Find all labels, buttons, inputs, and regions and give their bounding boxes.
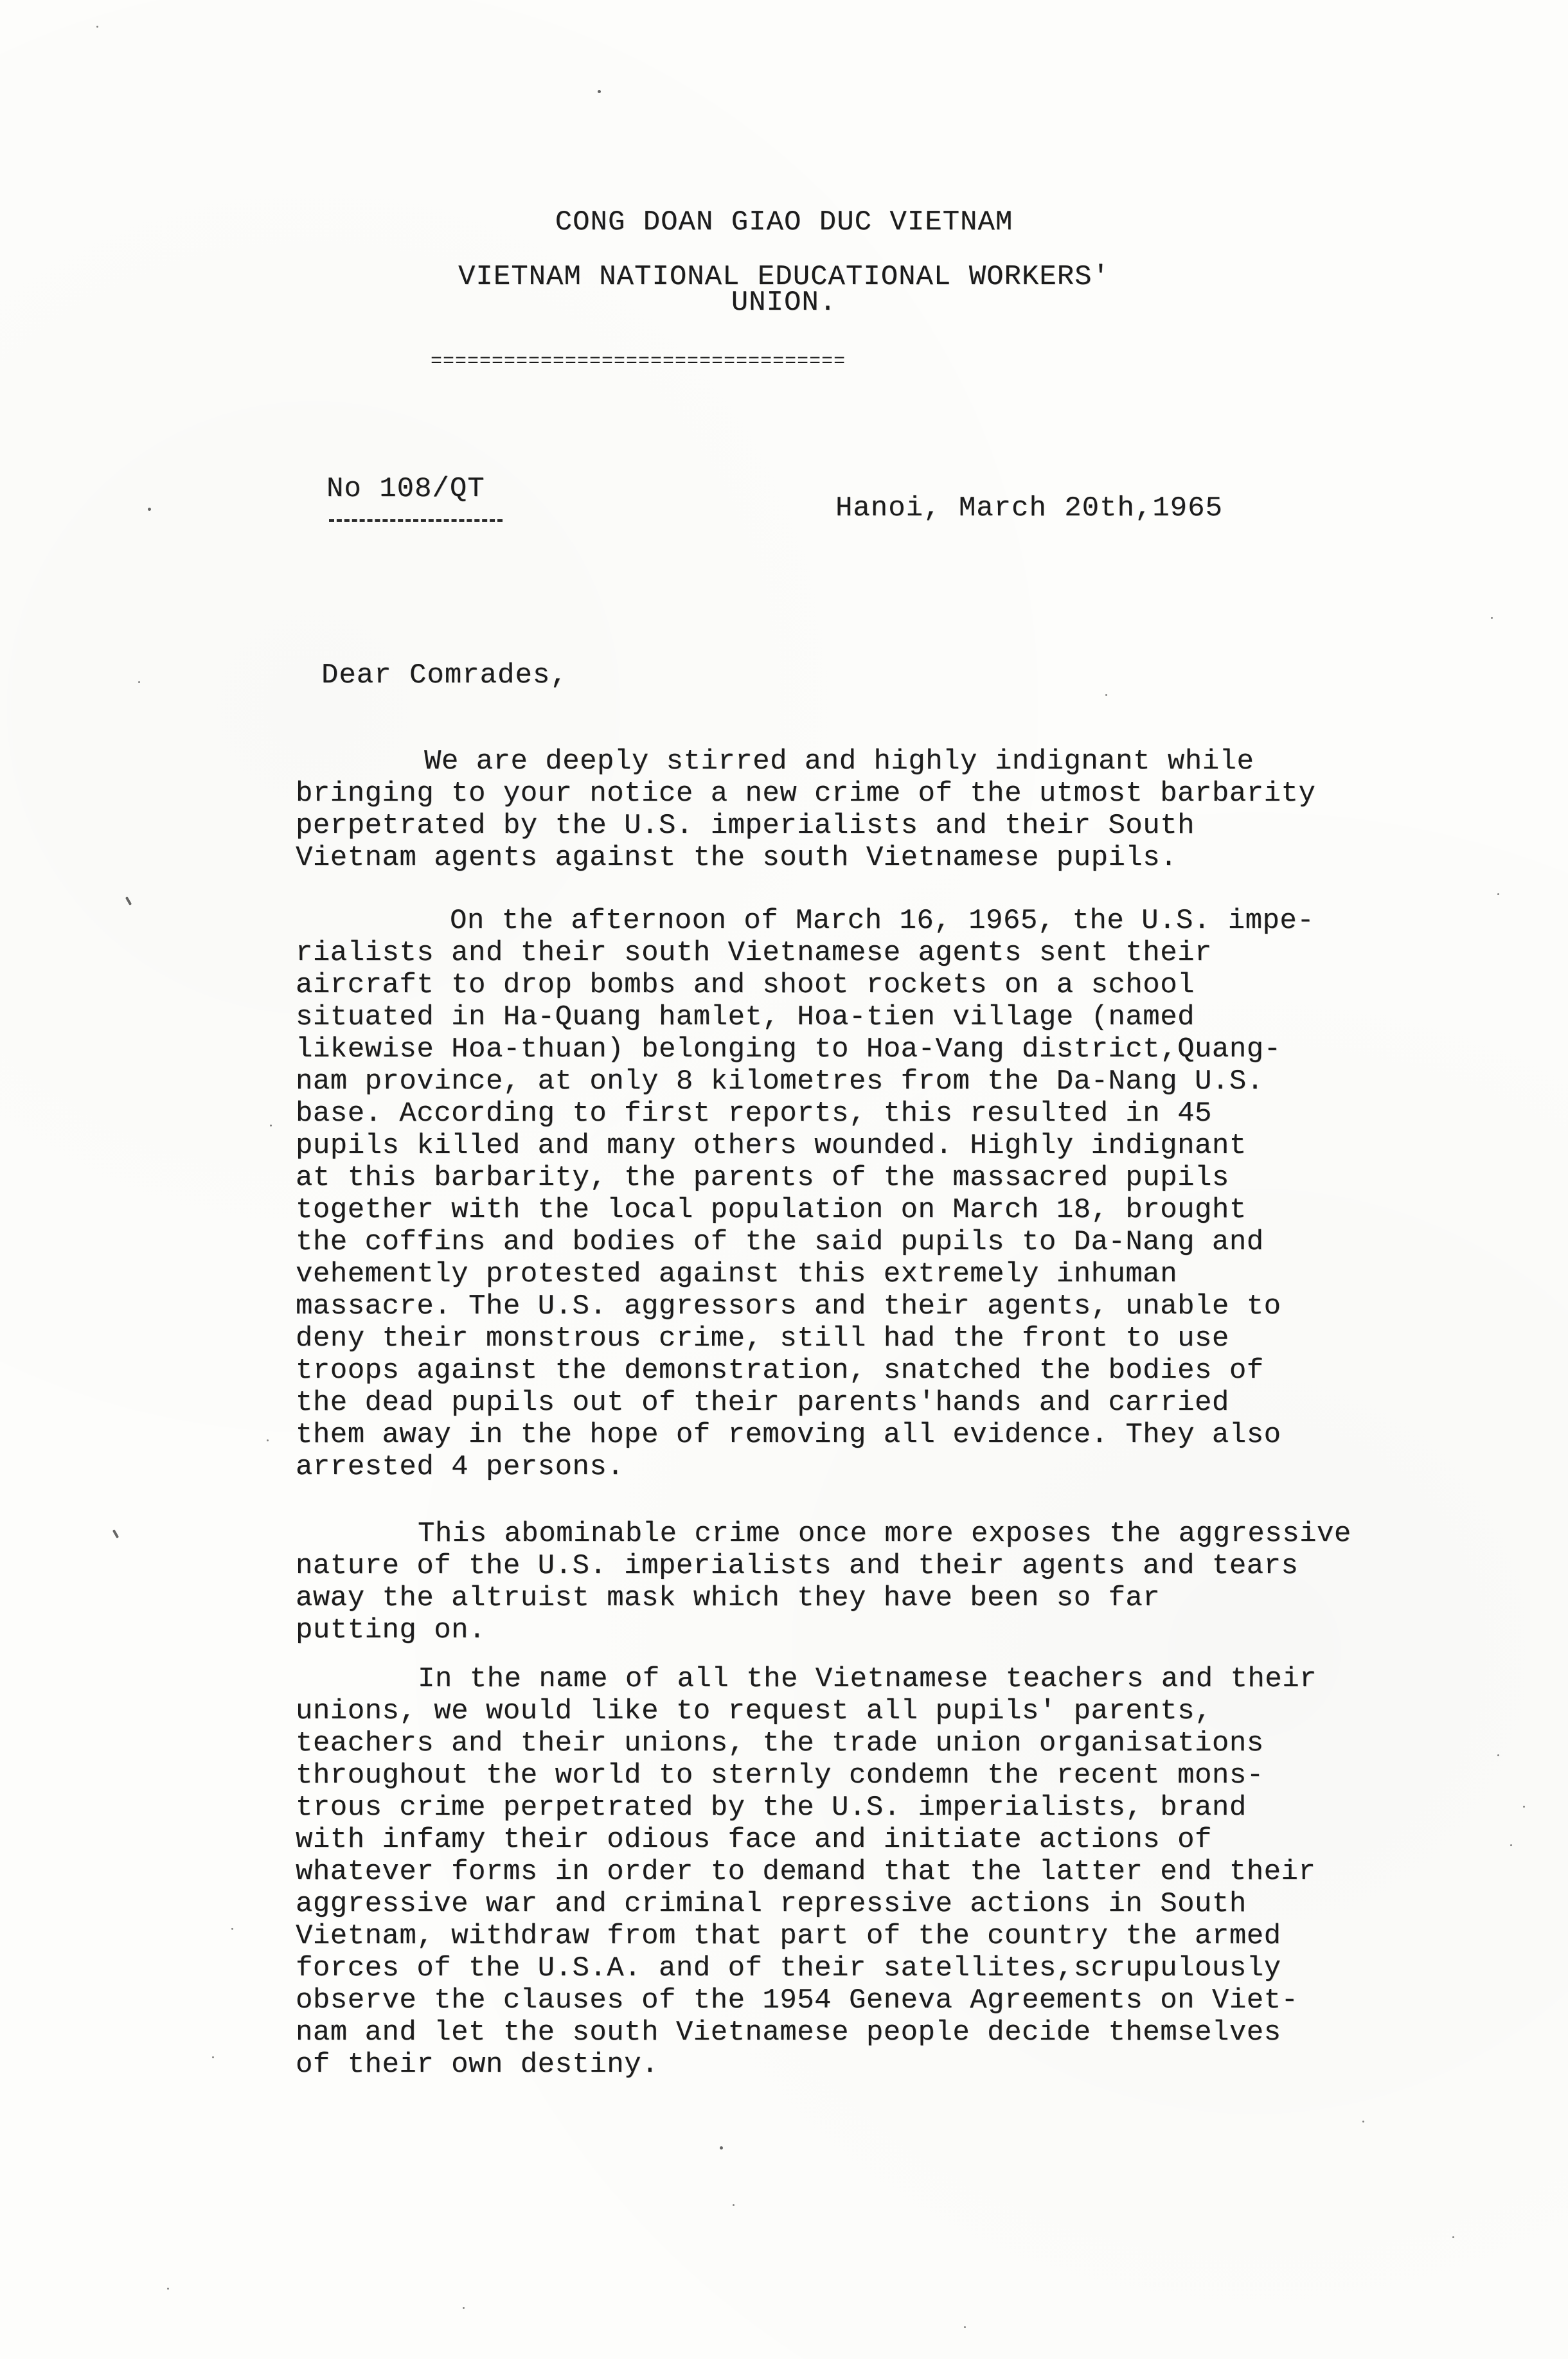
body-paragraph	[296, 745, 1491, 874]
body-paragraph	[296, 1518, 1491, 1646]
scan-speck	[167, 2288, 169, 2290]
paragraph-line: likewise Hoa-thuan) belonging to Hoa-Vang district,Quang-	[296, 1033, 1281, 1065]
org-name-english-continued: UNION.	[731, 287, 837, 319]
scan-speck	[112, 1529, 119, 1538]
paragraph-line: the coffins and bodies of the said pupils to Da-Nang and	[296, 1226, 1264, 1258]
scan-speck	[964, 2326, 966, 2328]
body-paragraph	[296, 1663, 1491, 2081]
scan-speck	[148, 508, 151, 511]
paragraph-line: them away in the hope of removing all evidence. They also	[296, 1419, 1281, 1451]
paragraph-line: nam province, at only 8 kilometres from the Da-Nang U.S.	[296, 1065, 1264, 1098]
scan-speck	[96, 26, 98, 28]
reference-number: No 108/QT	[326, 473, 485, 505]
scan-speck	[1497, 893, 1499, 895]
paragraph-line: away the altruist mask which they have been so far	[296, 1582, 1161, 1614]
paragraph-line: nature of the U.S. imperialists and their agents and tears	[296, 1550, 1299, 1582]
scan-speck	[231, 1928, 233, 1930]
paragraph-line: troops against the demonstration, snatched the bodies of	[296, 1355, 1264, 1387]
org-name-vietnamese: CONG DOAN GIAO DUC VIETNAM	[555, 206, 1013, 238]
body-paragraph	[296, 905, 1491, 1483]
scan-speck	[1497, 1754, 1499, 1756]
scan-speck	[267, 1439, 269, 1441]
scan-speck	[1510, 1844, 1512, 1846]
paragraph-line: throughout the world to sternly condemn the recent mons-	[296, 1759, 1264, 1792]
paragraph-line: together with the local population on March 18, brought	[296, 1194, 1247, 1226]
scan-speck	[125, 896, 132, 905]
place-and-date: Hanoi, March 20th,1965	[835, 492, 1223, 524]
paragraph-line: the dead pupils out of their parents'hands and carried	[296, 1387, 1229, 1419]
letterhead-divider: ==================================	[431, 352, 846, 371]
paragraph-line: massacre. The U.S. aggressors and their agents, unable to	[296, 1290, 1281, 1322]
paragraph-line: base. According to first reports, this resulted in 45	[296, 1098, 1212, 1130]
paragraph-line: This abominable crime once more exposes the aggressive	[418, 1518, 1351, 1550]
org-name-english: VIETNAM NATIONAL EDUCATIONAL WORKERS'	[458, 261, 1110, 293]
scan-speck	[270, 1125, 272, 1126]
salutation: Dear Comrades,	[321, 659, 568, 691]
scan-speck	[1105, 694, 1107, 696]
paragraph-line: deny their monstrous crime, still had the front to use	[296, 1322, 1229, 1355]
scan-speck	[1452, 2236, 1454, 2238]
scan-speck	[733, 2204, 735, 2206]
scan-speck	[212, 2056, 214, 2058]
scan-speck	[1362, 2121, 1364, 2123]
paragraph-line: We are deeply stirred and highly indignant while	[424, 745, 1254, 778]
paragraph-line: In the name of all the Vietnamese teachers and their	[418, 1663, 1317, 1695]
reference-underline	[329, 519, 503, 522]
paragraph-line: teachers and their unions, the trade union organisations	[296, 1727, 1264, 1759]
scan-speck	[463, 2307, 465, 2309]
paragraph-line: aircraft to drop bombs and shoot rockets on a school	[296, 969, 1195, 1001]
paragraph-line: whatever forms in order to demand that the latter end their	[296, 1856, 1316, 1888]
paragraph-line: aggressive war and criminal repressive actions in South	[296, 1888, 1247, 1920]
paragraph-line: with infamy their odious face and initiate actions of	[296, 1824, 1212, 1856]
paragraph-line: pupils killed and many others wounded. Highly indignant	[296, 1130, 1247, 1162]
paragraph-line: at this barbarity, the parents of the massacred pupils	[296, 1162, 1229, 1194]
paragraph-line: arrested 4 persons.	[296, 1451, 625, 1483]
paragraph-line: nam and let the south Vietnamese people decide themselves	[296, 2016, 1281, 2049]
paragraph-line: observe the clauses of the 1954 Geneva Agreements on Viet-	[296, 1984, 1299, 2016]
paragraph-line: vehemently protested against this extremely inhuman	[296, 1258, 1178, 1290]
scan-speck	[720, 2146, 723, 2150]
paragraph-line: situated in Ha-Quang hamlet, Hoa-tien village (named	[296, 1001, 1195, 1033]
scan-speck	[138, 681, 140, 683]
scan-speck	[598, 90, 601, 93]
paragraph-line: Vietnam, withdraw from that part of the country the armed	[296, 1920, 1281, 1952]
paragraph-line: trous crime perpetrated by the U.S. imperialists, brand	[296, 1792, 1247, 1824]
paragraph-line: bringing to your notice a new crime of the utmost barbarity	[296, 778, 1316, 810]
paragraph-line: putting on.	[296, 1614, 486, 1646]
scan-speck	[1523, 1806, 1525, 1808]
paragraph-line: Vietnam agents against the south Vietnamese pupils.	[296, 842, 1178, 874]
paragraph-line: On the afternoon of March 16, 1965, the U.S. impe-	[450, 905, 1315, 937]
paragraph-line: rialists and their south Vietnamese agents sent their	[296, 937, 1212, 969]
paragraph-line: perpetrated by the U.S. imperialists and their South	[296, 810, 1195, 842]
paragraph-line: of their own destiny.	[296, 2049, 659, 2081]
scan-speck	[1491, 617, 1493, 619]
paragraph-line: unions, we would like to request all pupils' parents,	[296, 1695, 1212, 1727]
paragraph-line: forces of the U.S.A. and of their satellites,scrupulously	[296, 1952, 1281, 1984]
